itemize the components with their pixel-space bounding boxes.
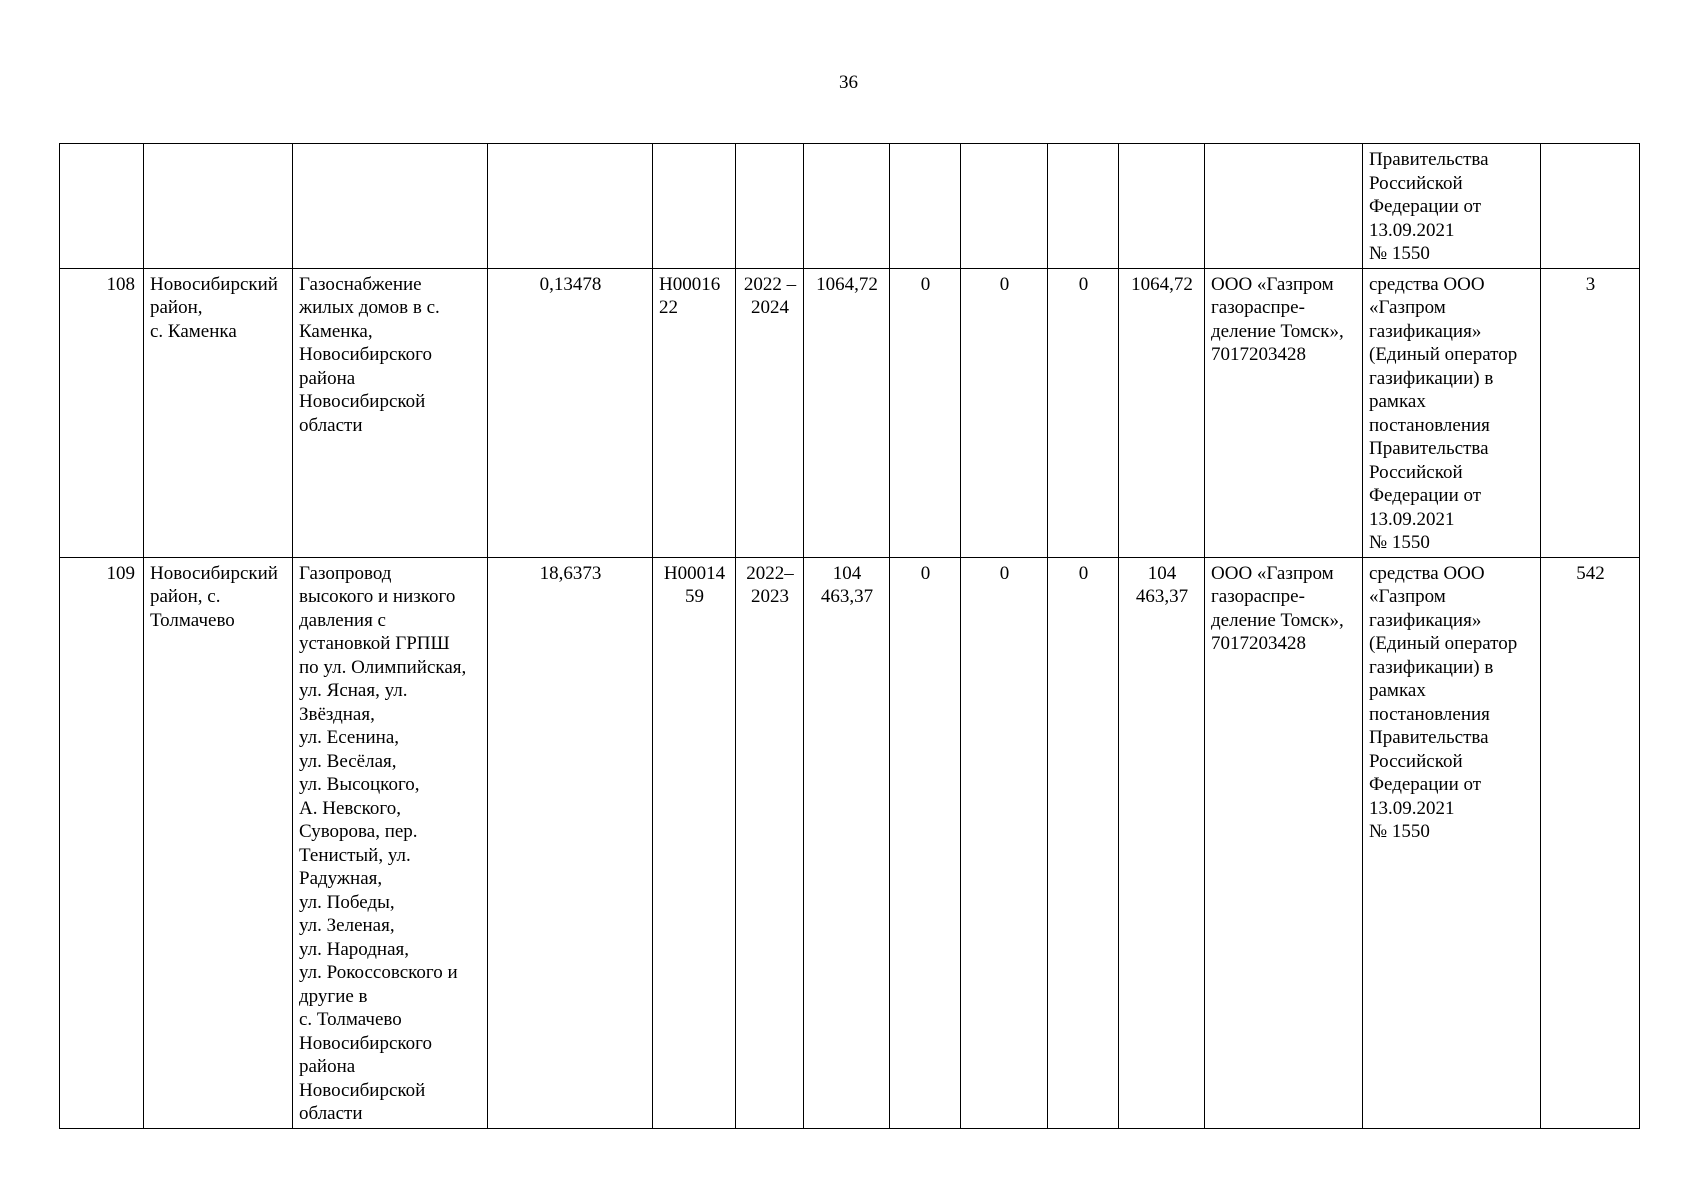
length-cell: 0,13478 [488, 268, 653, 557]
federal-budget-cell: 0 [890, 557, 961, 1128]
row-number: 109 [60, 557, 144, 1128]
district-cell: Новосибирский район, с. Каменка [144, 268, 293, 557]
total-cell [804, 144, 890, 269]
funding-source-cell: средства ООО «Газпром газификация» (Единый оператор газификации) в рамках постановления Правительства Российской Федерации от 13.09.2021 № 1550 [1363, 268, 1541, 557]
page-number: 36 [839, 72, 858, 93]
count-cell: 3 [1541, 268, 1640, 557]
other-sources-cell [1119, 144, 1205, 269]
funding-source-cell: Правительства Российской Федерации от 13.09.2021 № 1550 [1363, 144, 1541, 269]
period-cell: 2022– 2023 [736, 557, 804, 1128]
total-cell: 1064,72 [804, 268, 890, 557]
count-cell [1541, 144, 1640, 269]
count-cell: 542 [1541, 557, 1640, 1128]
table-row [60, 557, 1640, 1128]
length-cell: 18,6373 [488, 557, 653, 1128]
row-number [60, 144, 144, 269]
local-budget-cell: 0 [1048, 268, 1119, 557]
code-cell: Н00016 22 [653, 268, 736, 557]
organization-cell: ООО «Газпром газораспре- деление Томск», 7017203428 [1205, 557, 1363, 1128]
object-cell: Газопровод высокого и низкого давления с установкой ГРПШ по ул. Олимпийская, ул. Ясная, ул. Звёздная, ул. Есенина, ул. Весёлая, ул. Высоцкого, А. Невского, Суворова, пер. Тенистый, ул. Радужная, ул. Победы, ул. Зеленая, ул. Народная, ул. Рокоссовского и другие в с. Толмачево Новосибирского района Новосибирской области [293, 557, 488, 1128]
table-row [60, 268, 1640, 557]
district-cell [144, 144, 293, 269]
federal-budget-cell: 0 [890, 268, 961, 557]
funding-source-cell: средства ООО «Газпром газификация» (Единый оператор газификации) в рамках постановления Правительства Российской Федерации от 13.09.2021 № 1550 [1363, 557, 1541, 1128]
row-number: 108 [60, 268, 144, 557]
organization-cell: ООО «Газпром газораспре- деление Томск», 7017203428 [1205, 268, 1363, 557]
object-cell [293, 144, 488, 269]
object-cell: Газоснабжение жилых домов в с. Каменка, Новосибирского района Новосибирской области [293, 268, 488, 557]
gasification-table [59, 143, 1640, 1129]
period-cell [736, 144, 804, 269]
federal-budget-cell [890, 144, 961, 269]
regional-budget-cell: 0 [961, 268, 1048, 557]
other-sources-cell: 1064,72 [1119, 268, 1205, 557]
organization-cell [1205, 144, 1363, 269]
regional-budget-cell [961, 144, 1048, 269]
total-cell: 104 463,37 [804, 557, 890, 1128]
code-cell [653, 144, 736, 269]
regional-budget-cell: 0 [961, 557, 1048, 1128]
length-cell [488, 144, 653, 269]
period-cell: 2022 – 2024 [736, 268, 804, 557]
other-sources-cell: 104 463,37 [1119, 557, 1205, 1128]
code-cell: Н00014 59 [653, 557, 736, 1128]
table-row [60, 144, 1640, 269]
district-cell: Новосибирский район, с. Толмачево [144, 557, 293, 1128]
local-budget-cell [1048, 144, 1119, 269]
local-budget-cell: 0 [1048, 557, 1119, 1128]
